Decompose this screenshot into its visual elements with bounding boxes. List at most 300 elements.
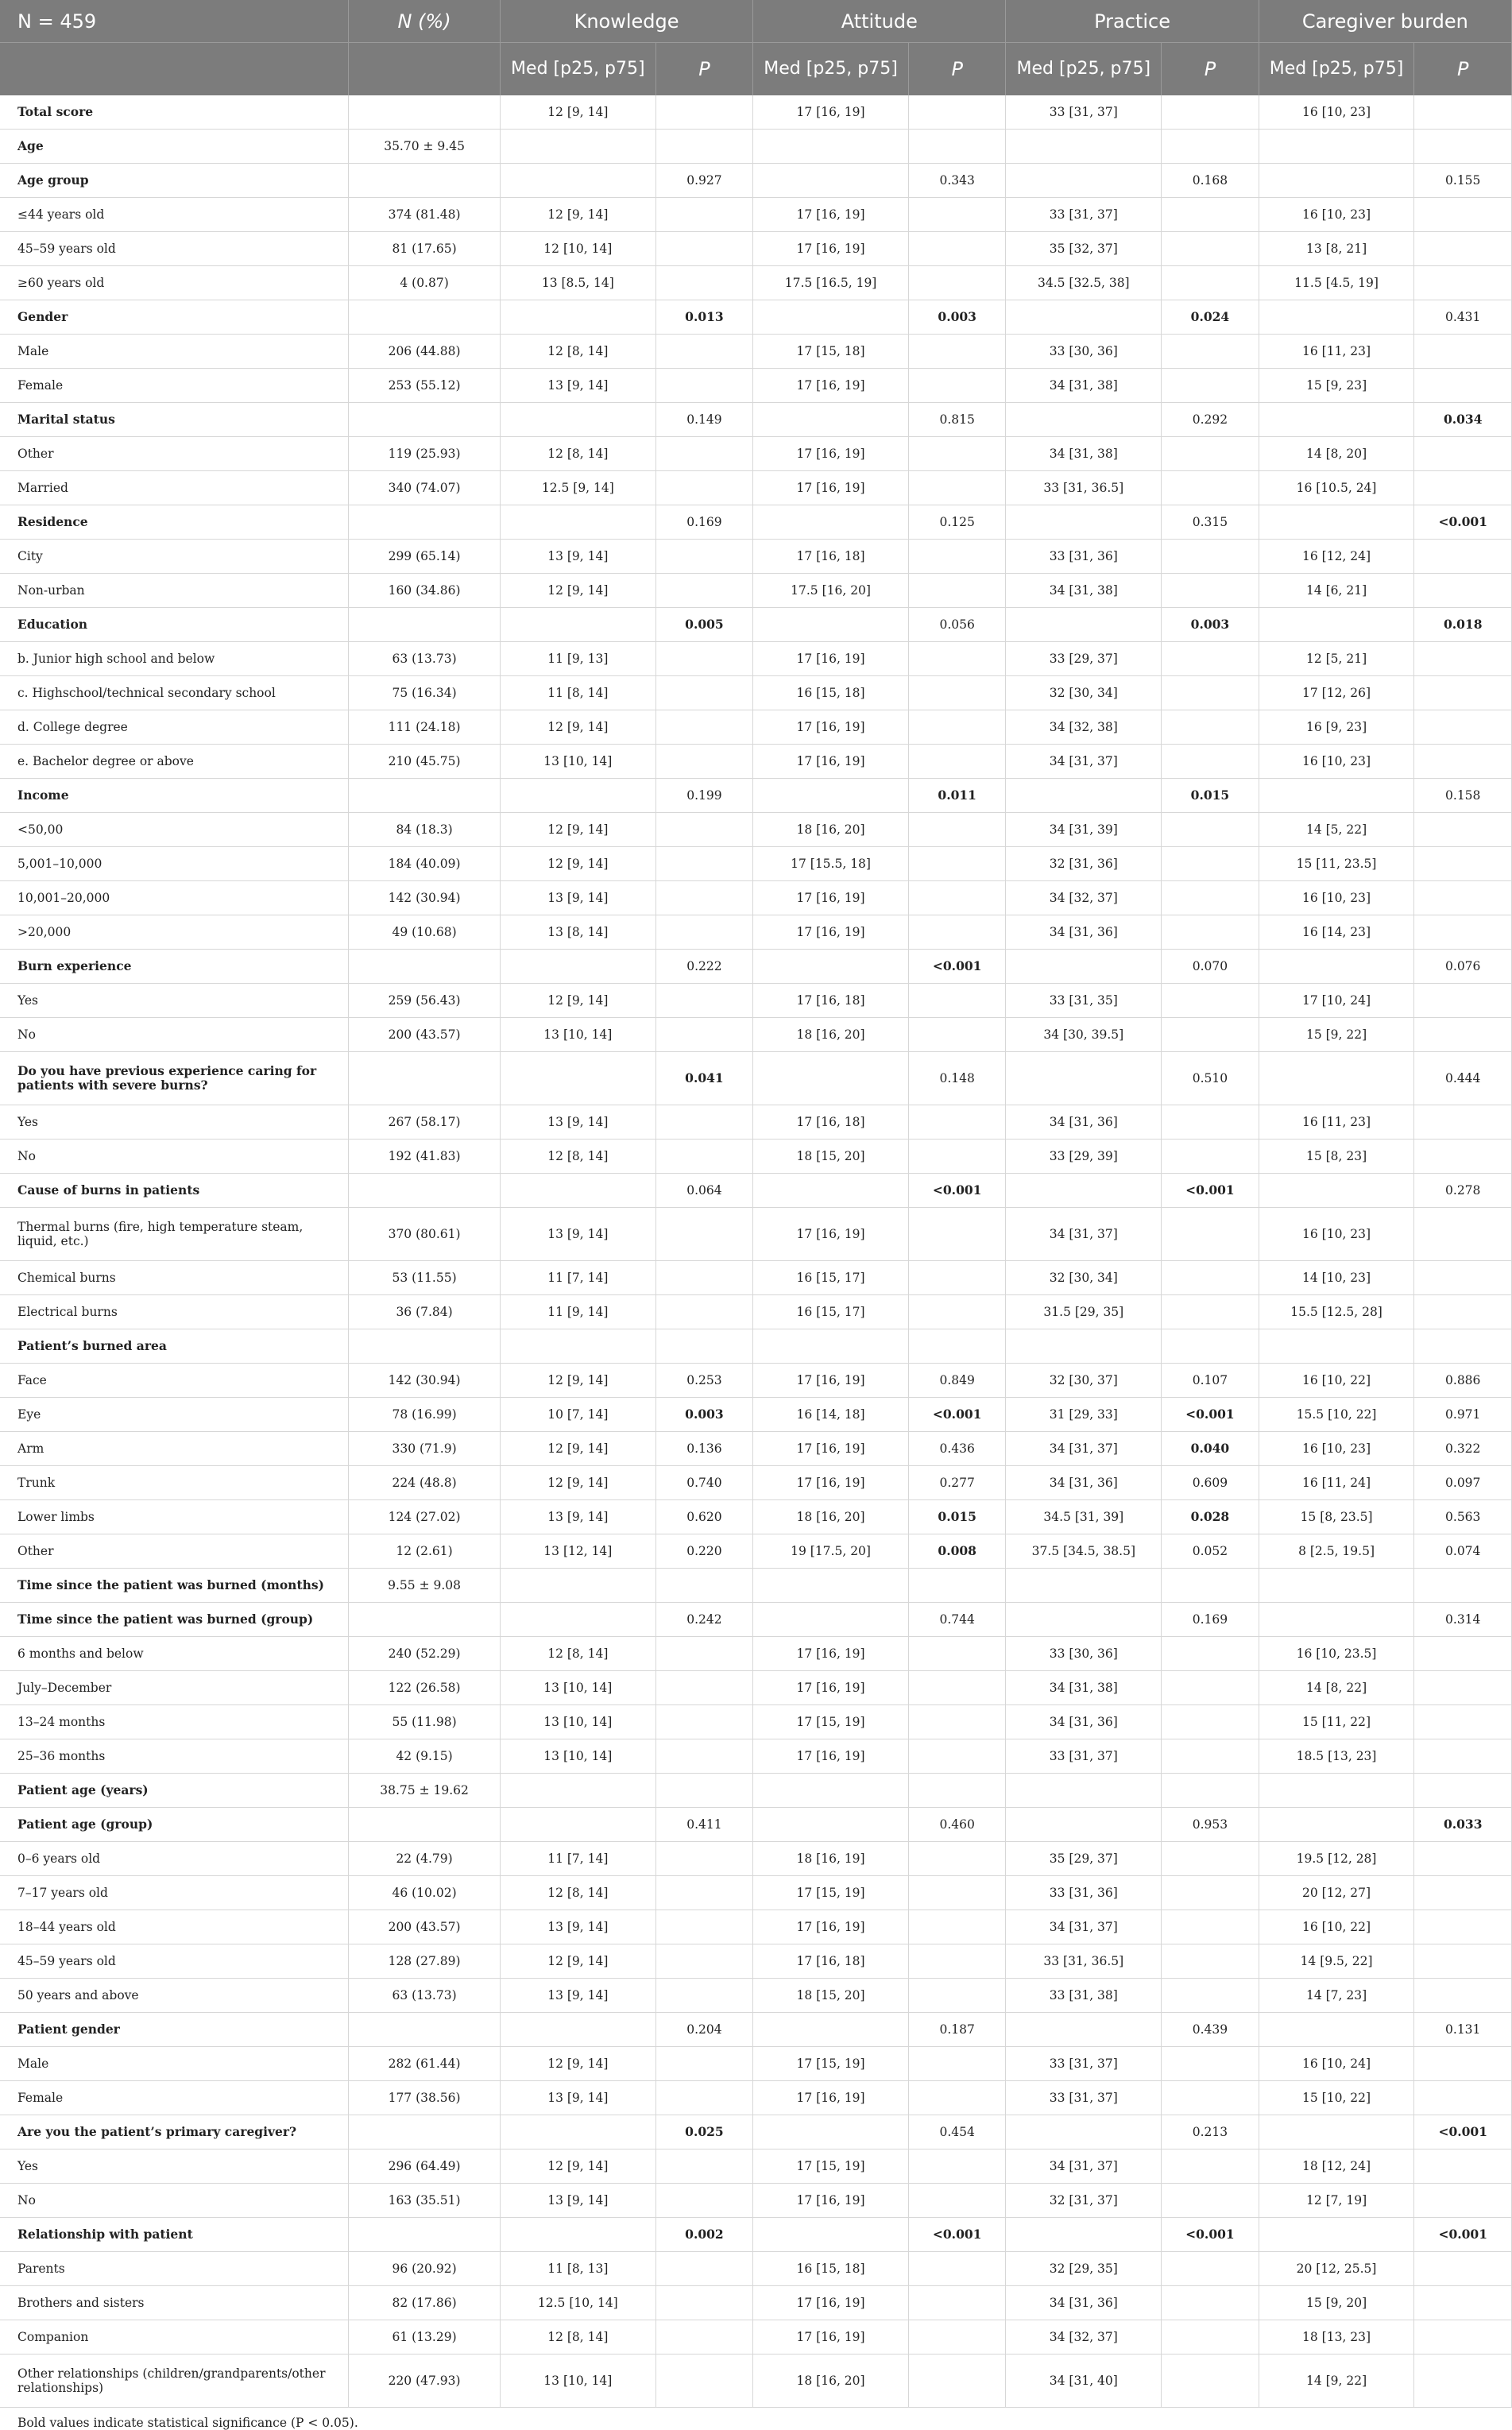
cell-burden-p <box>1414 1944 1512 1979</box>
cell-knowledge-median: 13 [10, 14] <box>500 1018 655 1052</box>
cell-burden-median: 17 [10, 24] <box>1259 984 1414 1018</box>
cell-knowledge-median: 13 [9, 14] <box>500 1105 655 1140</box>
cell-knowledge-p <box>655 915 752 950</box>
cell-knowledge-median <box>500 1569 655 1603</box>
header-practice: Practice <box>1006 0 1259 43</box>
cell-practice-p <box>1162 676 1259 710</box>
cell-attitude-p <box>908 1979 1005 2013</box>
cell-burden-p <box>1414 2320 1512 2355</box>
table-row <box>0 847 1512 881</box>
cell-attitude-median <box>753 1174 909 1208</box>
header-med: Med [p25, p75] <box>1259 43 1414 96</box>
table-row <box>0 2252 1512 2286</box>
cell-knowledge-p <box>655 1295 752 1329</box>
row-label: 45–59 years old <box>0 232 349 266</box>
cell-burden-median: 14 [6, 21] <box>1259 574 1414 608</box>
cell-burden-p <box>1414 2081 1512 2115</box>
cell-knowledge-median: 13 [9, 14] <box>500 1910 655 1944</box>
cell-burden-median: 14 [7, 23] <box>1259 1979 1414 2013</box>
cell-practice-p <box>1162 2149 1259 2184</box>
cell-attitude-median: 18 [15, 20] <box>753 1140 909 1174</box>
row-label: ≤44 years old <box>0 198 349 232</box>
cell-n-percent: 192 (41.83) <box>349 1140 501 1174</box>
cell-knowledge-p <box>655 676 752 710</box>
cell-knowledge-median: 11 [8, 13] <box>500 2252 655 2286</box>
cell-attitude-p <box>908 266 1005 300</box>
row-label: Non-urban <box>0 574 349 608</box>
cell-attitude-median <box>753 1052 909 1105</box>
cell-knowledge-p <box>655 2149 752 2184</box>
table-row <box>0 2286 1512 2320</box>
cell-burden-p <box>1414 1739 1512 1774</box>
table-row <box>0 95 1512 130</box>
cell-attitude-p: 0.187 <box>908 2013 1005 2047</box>
cell-attitude-p <box>908 471 1005 505</box>
cell-burden-median <box>1259 1174 1414 1208</box>
cell-practice-p <box>1162 1774 1259 1808</box>
cell-attitude-median: 17 [16, 19] <box>753 232 909 266</box>
cell-knowledge-p: 0.005 <box>655 608 752 642</box>
cell-n-percent: 75 (16.34) <box>349 676 501 710</box>
row-label: Time since the patient was burned (months) <box>0 1569 349 1603</box>
cell-knowledge-p: 0.204 <box>655 2013 752 2047</box>
cell-knowledge-median: 12 [9, 14] <box>500 1432 655 1466</box>
table-row <box>0 540 1512 574</box>
cell-attitude-p <box>908 1705 1005 1739</box>
cell-practice-median <box>1006 1808 1162 1842</box>
cell-knowledge-median: 13 [9, 14] <box>500 2081 655 2115</box>
table-row <box>0 1295 1512 1329</box>
cell-practice-median: 35 [32, 37] <box>1006 232 1162 266</box>
cell-n-percent: 253 (55.12) <box>349 369 501 403</box>
cell-knowledge-median: 12 [8, 14] <box>500 1140 655 1174</box>
cell-knowledge-median: 11 [9, 14] <box>500 1295 655 1329</box>
cell-n-percent: 81 (17.65) <box>349 232 501 266</box>
cell-knowledge-median <box>500 2115 655 2149</box>
cell-burden-median: 19.5 [12, 28] <box>1259 1842 1414 1876</box>
cell-practice-p: 0.292 <box>1162 403 1259 437</box>
cell-attitude-p <box>908 745 1005 779</box>
cell-knowledge-median: 12 [9, 14] <box>500 574 655 608</box>
row-label: 45–59 years old <box>0 1944 349 1979</box>
cell-knowledge-p <box>655 1979 752 2013</box>
cell-attitude-median: 17 [16, 18] <box>753 1105 909 1140</box>
cell-burden-median: 16 [10, 23] <box>1259 745 1414 779</box>
cell-burden-p: 0.076 <box>1414 950 1512 984</box>
cell-n-percent: 49 (10.68) <box>349 915 501 950</box>
cell-attitude-p <box>908 710 1005 745</box>
table-row <box>0 1052 1512 1105</box>
cell-practice-median: 34 [32, 37] <box>1006 2320 1162 2355</box>
cell-practice-p: 0.168 <box>1162 164 1259 198</box>
cell-knowledge-p: 0.149 <box>655 403 752 437</box>
cell-practice-p <box>1162 1569 1259 1603</box>
cell-practice-p <box>1162 266 1259 300</box>
table-row <box>0 437 1512 471</box>
cell-burden-p <box>1414 369 1512 403</box>
table-row <box>0 950 1512 984</box>
cell-burden-p <box>1414 1261 1512 1295</box>
cell-n-percent: 259 (56.43) <box>349 984 501 1018</box>
cell-attitude-p <box>908 2252 1005 2286</box>
cell-burden-p: 0.314 <box>1414 1603 1512 1637</box>
cell-practice-median: 34 [31, 37] <box>1006 1910 1162 1944</box>
row-label: Patient’s burned area <box>0 1329 349 1364</box>
row-label: No <box>0 1018 349 1052</box>
cell-knowledge-p <box>655 335 752 369</box>
row-label: Male <box>0 2047 349 2081</box>
cell-attitude-median: 18 [16, 20] <box>753 1500 909 1534</box>
cell-burden-p: 0.034 <box>1414 403 1512 437</box>
cell-attitude-p <box>908 369 1005 403</box>
cell-practice-median: 32 [31, 37] <box>1006 2184 1162 2218</box>
cell-burden-median: 16 [11, 23] <box>1259 335 1414 369</box>
table-row <box>0 403 1512 437</box>
cell-knowledge-p <box>655 1569 752 1603</box>
table-row <box>0 300 1512 335</box>
table-row <box>0 266 1512 300</box>
cell-knowledge-p: 0.002 <box>655 2218 752 2252</box>
cell-practice-p <box>1162 1018 1259 1052</box>
cell-burden-median: 16 [10, 24] <box>1259 2047 1414 2081</box>
cell-attitude-median: 17 [16, 18] <box>753 540 909 574</box>
cell-practice-median <box>1006 164 1162 198</box>
cell-n-percent: 142 (30.94) <box>349 881 501 915</box>
cell-practice-median: 33 [31, 37] <box>1006 2047 1162 2081</box>
cell-attitude-median: 17 [16, 19] <box>753 1910 909 1944</box>
cell-knowledge-median: 13 [8.5, 14] <box>500 266 655 300</box>
cell-attitude-median: 17 [16, 19] <box>753 198 909 232</box>
cell-attitude-p: 0.003 <box>908 300 1005 335</box>
row-label: Trunk <box>0 1466 349 1500</box>
cell-attitude-median <box>753 403 909 437</box>
cell-practice-median: 33 [31, 37] <box>1006 1739 1162 1774</box>
cell-knowledge-p <box>655 130 752 164</box>
cell-attitude-p <box>908 813 1005 847</box>
cell-attitude-median: 17 [16, 19] <box>753 1432 909 1466</box>
cell-burden-p: 0.155 <box>1414 164 1512 198</box>
row-label: 10,001–20,000 <box>0 881 349 915</box>
cell-knowledge-median: 12 [9, 14] <box>500 1466 655 1500</box>
cell-practice-median <box>1006 1052 1162 1105</box>
header-p: P <box>655 43 752 96</box>
table-row <box>0 232 1512 266</box>
header-n-percent: N (%) <box>349 0 501 43</box>
cell-burden-median <box>1259 505 1414 540</box>
cell-attitude-median: 16 [14, 18] <box>753 1398 909 1432</box>
cell-practice-median <box>1006 608 1162 642</box>
row-label: b. Junior high school and below <box>0 642 349 676</box>
cell-burden-p <box>1414 881 1512 915</box>
cell-attitude-median: 17 [15, 18] <box>753 335 909 369</box>
cell-knowledge-median <box>500 164 655 198</box>
table-row <box>0 642 1512 676</box>
cell-attitude-median: 17 [15, 19] <box>753 2149 909 2184</box>
cell-burden-median: 16 [14, 23] <box>1259 915 1414 950</box>
table-row <box>0 1432 1512 1466</box>
row-label: Married <box>0 471 349 505</box>
table-row <box>0 2184 1512 2218</box>
cell-knowledge-median: 13 [9, 14] <box>500 2184 655 2218</box>
cell-burden-p <box>1414 1208 1512 1261</box>
cell-burden-p <box>1414 2252 1512 2286</box>
cell-attitude-p: 0.277 <box>908 1466 1005 1500</box>
cell-knowledge-median: 13 [9, 14] <box>500 1208 655 1261</box>
table-row <box>0 1398 1512 1432</box>
cell-attitude-p <box>908 2320 1005 2355</box>
cell-practice-median: 34 [31, 37] <box>1006 1432 1162 1466</box>
cell-attitude-p: 0.815 <box>908 403 1005 437</box>
cell-knowledge-median: 13 [8, 14] <box>500 915 655 950</box>
cell-knowledge-p <box>655 95 752 130</box>
cell-burden-median: 15.5 [12.5, 28] <box>1259 1295 1414 1329</box>
cell-n-percent: 111 (24.18) <box>349 710 501 745</box>
row-label: Female <box>0 2081 349 2115</box>
row-label: Face <box>0 1364 349 1398</box>
cell-burden-median: 14 [8, 22] <box>1259 1671 1414 1705</box>
row-label: Lower limbs <box>0 1500 349 1534</box>
cell-knowledge-median: 13 [9, 14] <box>500 881 655 915</box>
cell-practice-p <box>1162 1910 1259 1944</box>
cell-knowledge-p: 0.169 <box>655 505 752 540</box>
cell-knowledge-median <box>500 130 655 164</box>
cell-knowledge-p <box>655 745 752 779</box>
cell-knowledge-p <box>655 574 752 608</box>
row-label: 13–24 months <box>0 1705 349 1739</box>
cell-practice-median: 33 [29, 37] <box>1006 642 1162 676</box>
cell-n-percent: 220 (47.93) <box>349 2355 501 2408</box>
row-label: Patient age (group) <box>0 1808 349 1842</box>
cell-attitude-median <box>753 2013 909 2047</box>
header-row-sub <box>0 43 1512 96</box>
row-label: 50 years and above <box>0 1979 349 2013</box>
cell-knowledge-median: 12 [8, 14] <box>500 1876 655 1910</box>
cell-attitude-median <box>753 1603 909 1637</box>
cell-n-percent <box>349 608 501 642</box>
cell-burden-median: 17 [12, 26] <box>1259 676 1414 710</box>
cell-burden-p: 0.018 <box>1414 608 1512 642</box>
cell-attitude-median: 17 [16, 19] <box>753 1739 909 1774</box>
row-label: Chemical burns <box>0 1261 349 1295</box>
cell-attitude-p <box>908 2047 1005 2081</box>
cell-attitude-p <box>908 540 1005 574</box>
cell-knowledge-p <box>655 1105 752 1140</box>
cell-n-percent <box>349 2013 501 2047</box>
cell-knowledge-median: 12 [9, 14] <box>500 1944 655 1979</box>
cell-burden-median <box>1259 403 1414 437</box>
cell-practice-p: 0.052 <box>1162 1534 1259 1569</box>
cell-burden-median: 16 [11, 24] <box>1259 1466 1414 1500</box>
cell-burden-median: 16 [10, 23] <box>1259 881 1414 915</box>
table-row <box>0 2013 1512 2047</box>
cell-attitude-p <box>908 198 1005 232</box>
cell-n-percent: 82 (17.86) <box>349 2286 501 2320</box>
cell-attitude-median: 18 [16, 20] <box>753 1018 909 1052</box>
cell-burden-median: 15 [9, 22] <box>1259 1018 1414 1052</box>
cell-attitude-median: 17 [16, 19] <box>753 745 909 779</box>
row-label: Income <box>0 779 349 813</box>
table-row <box>0 1174 1512 1208</box>
cell-burden-median: 15 [11, 23.5] <box>1259 847 1414 881</box>
table-row <box>0 2115 1512 2149</box>
cell-knowledge-p <box>655 1140 752 1174</box>
cell-attitude-median: 18 [15, 20] <box>753 1979 909 2013</box>
cell-burden-median: 15 [10, 22] <box>1259 2081 1414 2115</box>
cell-knowledge-p <box>655 2081 752 2115</box>
table-body <box>0 95 1512 2408</box>
cell-attitude-p <box>908 1261 1005 1295</box>
cell-knowledge-median: 13 [9, 14] <box>500 1500 655 1534</box>
cell-n-percent: 296 (64.49) <box>349 2149 501 2184</box>
cell-n-percent: 78 (16.99) <box>349 1398 501 1432</box>
cell-n-percent: 224 (48.8) <box>349 1466 501 1500</box>
cell-burden-median: 16 [10, 22] <box>1259 1910 1414 1944</box>
cell-practice-median: 35 [29, 37] <box>1006 1842 1162 1876</box>
cell-n-percent: 12 (2.61) <box>349 1534 501 1569</box>
cell-burden-p <box>1414 2286 1512 2320</box>
cell-burden-p <box>1414 1910 1512 1944</box>
cell-burden-p: 0.131 <box>1414 2013 1512 2047</box>
cell-knowledge-median: 12.5 [10, 14] <box>500 2286 655 2320</box>
cell-attitude-median <box>753 1569 909 1603</box>
cell-burden-median <box>1259 130 1414 164</box>
cell-knowledge-median <box>500 1329 655 1364</box>
header-attitude: Attitude <box>753 0 1006 43</box>
cell-attitude-median: 19 [17.5, 20] <box>753 1534 909 1569</box>
cell-burden-median: 11.5 [4.5, 19] <box>1259 266 1414 300</box>
cell-burden-p: <0.001 <box>1414 2115 1512 2149</box>
cell-burden-p <box>1414 745 1512 779</box>
cell-practice-p <box>1162 198 1259 232</box>
cell-burden-p <box>1414 198 1512 232</box>
header-p: P <box>908 43 1005 96</box>
cell-practice-median: 32 [30, 34] <box>1006 1261 1162 1295</box>
cell-practice-median: 34 [31, 37] <box>1006 2149 1162 2184</box>
cell-knowledge-median: 12 [9, 14] <box>500 95 655 130</box>
cell-attitude-p: 0.008 <box>908 1534 1005 1569</box>
cell-burden-median: 20 [12, 27] <box>1259 1876 1414 1910</box>
cell-burden-p <box>1414 540 1512 574</box>
cell-practice-p <box>1162 95 1259 130</box>
cell-n-percent: 36 (7.84) <box>349 1295 501 1329</box>
cell-practice-p <box>1162 1705 1259 1739</box>
row-label: Are you the patient’s primary caregiver? <box>0 2115 349 2149</box>
cell-n-percent: 46 (10.02) <box>349 1876 501 1910</box>
cell-burden-median <box>1259 950 1414 984</box>
cell-knowledge-median <box>500 1808 655 1842</box>
cell-burden-p <box>1414 1774 1512 1808</box>
cell-knowledge-median: 13 [10, 14] <box>500 1705 655 1739</box>
cell-practice-median: 32 [31, 36] <box>1006 847 1162 881</box>
cell-n-percent: 119 (25.93) <box>349 437 501 471</box>
cell-burden-median: 15 [8, 23] <box>1259 1140 1414 1174</box>
table-row <box>0 881 1512 915</box>
cell-n-percent <box>349 950 501 984</box>
cell-practice-median: 33 [31, 36] <box>1006 1876 1162 1910</box>
cell-knowledge-median: 12 [9, 14] <box>500 198 655 232</box>
cell-n-percent: 267 (58.17) <box>349 1105 501 1140</box>
cell-attitude-median: 17 [16, 19] <box>753 1466 909 1500</box>
cell-practice-median <box>1006 1174 1162 1208</box>
cell-knowledge-p <box>655 1671 752 1705</box>
cell-attitude-p <box>908 2149 1005 2184</box>
cell-knowledge-median <box>500 1052 655 1105</box>
cell-burden-p: 0.563 <box>1414 1500 1512 1534</box>
table-row <box>0 2047 1512 2081</box>
cell-attitude-median <box>753 300 909 335</box>
table-row <box>0 335 1512 369</box>
cell-practice-p <box>1162 813 1259 847</box>
cell-burden-median: 16 [10, 23] <box>1259 1432 1414 1466</box>
cell-attitude-p <box>908 1739 1005 1774</box>
cell-knowledge-median: 13 [9, 14] <box>500 369 655 403</box>
cell-knowledge-median: 12 [8, 14] <box>500 335 655 369</box>
cell-n-percent: 63 (13.73) <box>349 642 501 676</box>
header-p: P <box>1414 43 1512 96</box>
row-label: c. Highschool/technical secondary school <box>0 676 349 710</box>
cell-practice-median <box>1006 300 1162 335</box>
cell-knowledge-p: 0.003 <box>655 1398 752 1432</box>
cell-n-percent: 122 (26.58) <box>349 1671 501 1705</box>
table-row <box>0 710 1512 745</box>
cell-practice-p <box>1162 745 1259 779</box>
table-row <box>0 1105 1512 1140</box>
table-row <box>0 2320 1512 2355</box>
cell-practice-median: 32 [29, 35] <box>1006 2252 1162 2286</box>
cell-burden-p: 0.444 <box>1414 1052 1512 1105</box>
cell-knowledge-p <box>655 1774 752 1808</box>
table-row <box>0 1944 1512 1979</box>
table-row <box>0 2081 1512 2115</box>
cell-burden-median: 15 [9, 20] <box>1259 2286 1414 2320</box>
cell-attitude-median: 17 [16, 19] <box>753 369 909 403</box>
cell-n-percent: 84 (18.3) <box>349 813 501 847</box>
cell-n-percent <box>349 403 501 437</box>
cell-burden-median: 18.5 [13, 23] <box>1259 1739 1414 1774</box>
cell-burden-p: 0.971 <box>1414 1398 1512 1432</box>
cell-practice-median: 34 [30, 39.5] <box>1006 1018 1162 1052</box>
row-label: City <box>0 540 349 574</box>
cell-attitude-median <box>753 130 909 164</box>
cell-attitude-median <box>753 608 909 642</box>
cell-burden-median: 15 [8, 23.5] <box>1259 1500 1414 1534</box>
cell-burden-p <box>1414 574 1512 608</box>
cell-practice-p <box>1162 130 1259 164</box>
table-row <box>0 1774 1512 1808</box>
cell-knowledge-median <box>500 950 655 984</box>
cell-practice-p: 0.040 <box>1162 1432 1259 1466</box>
cell-n-percent: 42 (9.15) <box>349 1739 501 1774</box>
cell-practice-median: 33 [29, 39] <box>1006 1140 1162 1174</box>
cell-burden-p: 0.431 <box>1414 300 1512 335</box>
cell-attitude-median: 17 [16, 19] <box>753 1208 909 1261</box>
cell-attitude-median: 17 [16, 19] <box>753 915 909 950</box>
cell-attitude-p: 0.744 <box>908 1603 1005 1637</box>
cell-attitude-median: 17 [16, 19] <box>753 471 909 505</box>
cell-n-percent: 53 (11.55) <box>349 1261 501 1295</box>
cell-burden-p <box>1414 915 1512 950</box>
cell-attitude-median: 17 [15, 19] <box>753 1705 909 1739</box>
cell-practice-median: 33 [30, 36] <box>1006 1637 1162 1671</box>
cell-n-percent <box>349 2218 501 2252</box>
cell-practice-p <box>1162 984 1259 1018</box>
cell-knowledge-p <box>655 1261 752 1295</box>
cell-knowledge-p <box>655 642 752 676</box>
cell-attitude-median: 17 [16, 19] <box>753 1671 909 1705</box>
header-med: Med [p25, p75] <box>753 43 909 96</box>
cell-practice-median: 34.5 [31, 39] <box>1006 1500 1162 1534</box>
cell-burden-p <box>1414 437 1512 471</box>
